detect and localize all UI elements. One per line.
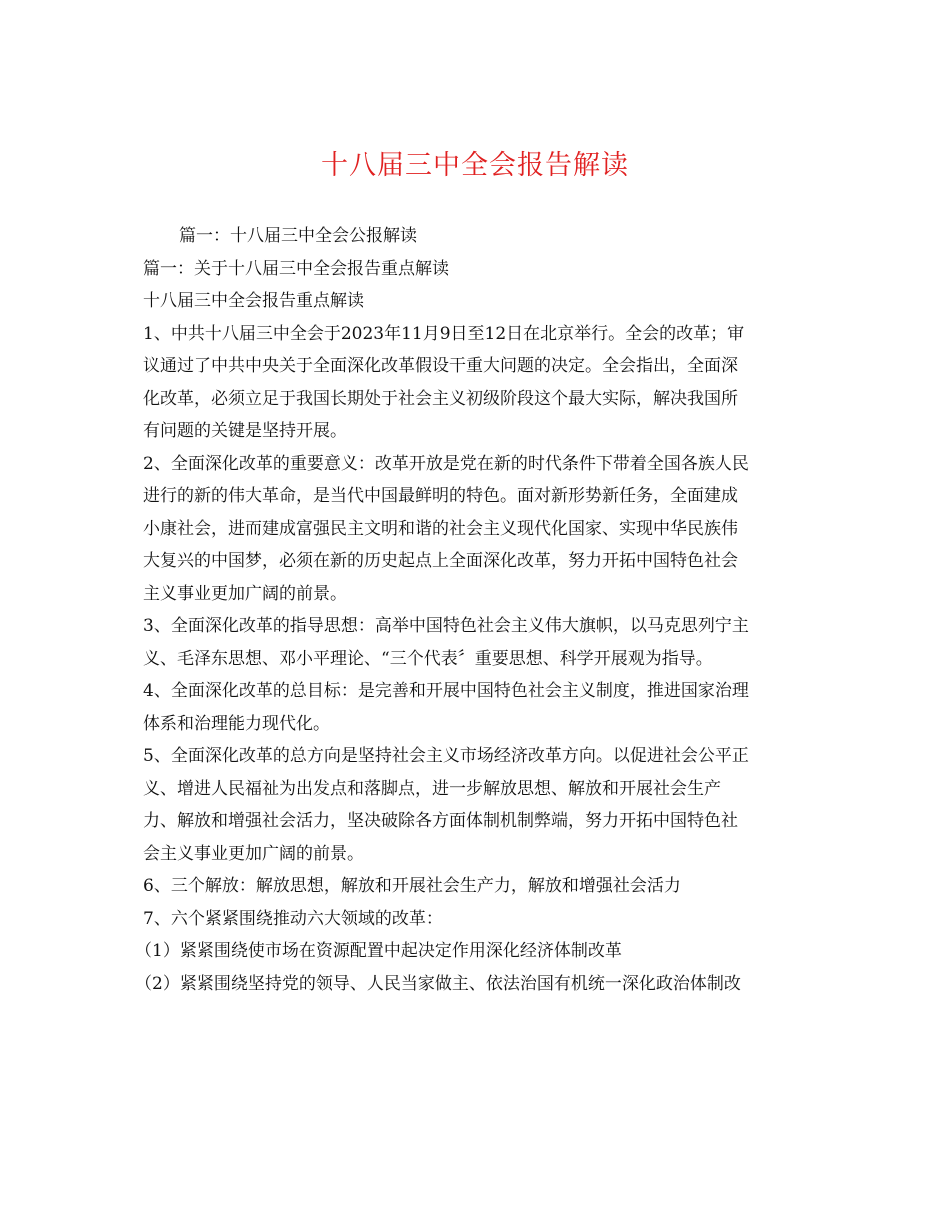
text-line: 化改革，必须立足于我国长期处于社会主义初级阶段这个最大实际，解决我国所 <box>143 388 738 409</box>
text-line: 7、六个紧紧围绕推动六大领域的改革： <box>143 908 443 929</box>
text-line: 小康社会，进而建成富强民主文明和谐的社会主义现代化国家、实现中华民族伟 <box>143 518 738 539</box>
text-line: 义、增进人民福祉为出发点和落脚点，进一步解放思想、解放和开展社会生产 <box>143 778 721 799</box>
text-line: 会主义事业更加广阔的前景。 <box>143 843 364 864</box>
text-line: （1）紧紧围绕使市场在资源配置中起决定作用深化经济体制改革 <box>135 941 622 961</box>
text-line: 体系和治理能力现代化。 <box>143 713 330 734</box>
text-line: 力、解放和增强社会活力，坚决破除各方面体制机制弊端，努力开拓中国特色社 <box>143 811 738 831</box>
text-line: 篇一：关于十八届三中全会报告重点解读 <box>143 258 449 279</box>
text-line: 篇一：十八届三中全会公报解读 <box>179 226 417 246</box>
text-line: 有问题的关键是坚持开展。 <box>143 421 347 441</box>
text-line: （2）紧紧围绕坚持党的领导、人民当家做主、依法治国有机统一深化政治体制改 <box>135 973 741 994</box>
text-line: 1、中共十八届三中全会于2023年11月9日至12日在北京举行。全会的改革；审 <box>143 323 745 344</box>
text-line: 主义事业更加广阔的前景。 <box>143 583 347 604</box>
document-body <box>135 220 808 1000</box>
text-line: 大复兴的中国梦，必须在新的历史起点上全面深化改革，努力开拓中国特色社会 <box>143 551 738 571</box>
text-line: 义、毛泽东思想、邓小平理论、“三个代表〞重要思想、科学开展观为指导。 <box>143 648 713 669</box>
text-line: 5、全面深化改革的总方向是坚持社会主义市场经济改革方向。以促进社会公平正 <box>143 746 749 766</box>
text-line: 进行的新的伟大革命，是当代中国最鲜明的特色。面对新形势新任务，全面建成 <box>143 486 738 506</box>
text-line: 4、全面深化改革的总目标：是完善和开展中国特色社会主义制度，推进国家治理 <box>143 681 749 701</box>
text-line: 6、三个解放：解放思想，解放和开展社会生产力，解放和增强社会活力 <box>143 876 681 896</box>
text-line: 十八届三中全会报告重点解读 <box>143 291 364 311</box>
text-line: 议通过了中共中央关于全面深化改革假设干重大问题的决定。全会指出，全面深 <box>143 356 738 376</box>
text-line: 3、全面深化改革的指导思想：高举中国特色社会主义伟大旗帜，以马克思列宁主 <box>143 616 749 636</box>
text-line: 2、全面深化改革的重要意义：改革开放是党在新的时代条件下带着全国各族人民 <box>143 453 749 474</box>
document-title: 十八届三中全会报告解读 <box>321 150 629 181</box>
